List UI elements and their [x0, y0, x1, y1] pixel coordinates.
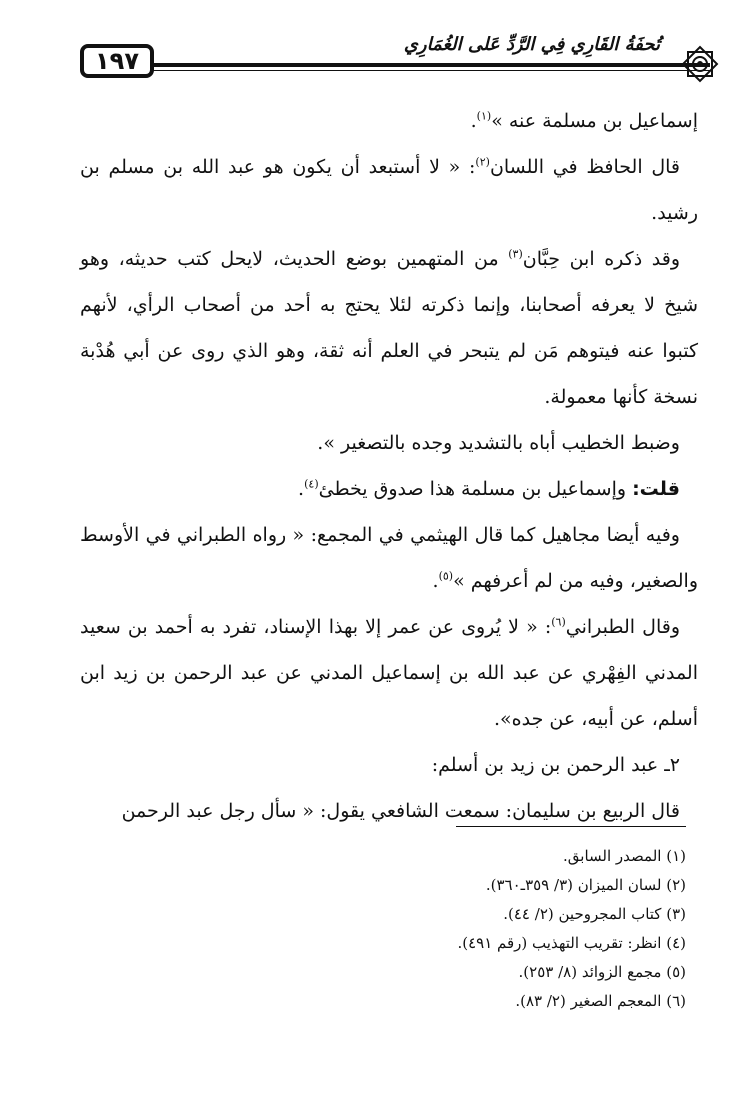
footnotes — [300, 842, 686, 1016]
footnote-ref-2: (٢) — [475, 155, 490, 169]
footnote-ref-4: (٤) — [304, 477, 319, 491]
paragraph-3 — [80, 236, 698, 420]
paragraph-5-end: . — [298, 478, 305, 500]
paragraph-4-text: وضبط الخطيب أباه بالتشديد وجده بالتصغير ». — [317, 432, 680, 454]
header-rule — [150, 63, 710, 67]
paragraph-6-text: وفيه أيضا مجاهيل كما قال الهيثمي في المجمع: « رواه الطبراني في الأوسط والصغير، وفيه من لم أعرفهم » — [80, 524, 698, 592]
paragraph-3-text: وقد ذكره ابن حِبَّان — [522, 248, 680, 270]
paragraph-9 — [80, 788, 698, 834]
qultu-label: قلت: — [632, 478, 680, 500]
page-number-box — [80, 44, 154, 78]
paragraph-7-text: وقال الطبراني — [565, 616, 680, 638]
section-heading — [80, 742, 698, 788]
paragraph-4 — [80, 420, 698, 466]
paragraph-6-end: . — [432, 570, 439, 592]
paragraph-5-text: وإسماعيل بن مسلمة هذا صدوق يخطئ — [318, 478, 633, 500]
paragraph-1 — [80, 98, 698, 144]
page-number: ١٩٧ — [95, 47, 139, 75]
paragraph-2-text: قال الحافظ في اللسان — [489, 156, 680, 178]
footnote-ref-6: (٦) — [551, 615, 566, 629]
paragraph-7-rest: : « لا يُروى عن عمر إلا بهذا الإسناد، تفرد به أحمد بن سعيد المدني الفِهْري عن عبد الله بن إسماعيل المدني عن عبد الرحمن بن زيد ابن أسلم، عن أبيه، عن جده». — [80, 616, 698, 730]
paragraph-2 — [80, 144, 698, 236]
footnote-5: (٥) مجمع الزوائد (٨/ ٢٥٣). — [518, 963, 686, 981]
footnote-separator — [456, 826, 686, 827]
paragraph-1-text: إسماعيل بن مسلمة عنه » — [491, 110, 698, 132]
paragraph-5 — [80, 466, 698, 512]
footnote-1: (١) المصدر السابق. — [563, 847, 686, 865]
book-title: تُحفَةُ القَارِي فِي الرَّدِّ عَلى الغُمَارِي — [398, 34, 666, 55]
star-ornament-icon — [678, 42, 722, 86]
paragraph-2-rest: : « لا أستبعد أن يكون هو عبد الله بن مسلم بن رشيد. — [80, 156, 698, 224]
paragraph-9-text: قال الربيع بن سليمان: سمعت الشافعي يقول: « سأل رجل عبد الرحمن — [121, 800, 680, 822]
paragraph-1-end: . — [470, 110, 477, 132]
footnote-ref-5: (٥) — [438, 569, 454, 583]
paragraph-3-rest: من المتهمين بوضع الحديث، لايحل كتب حديثه، وهو شيخ لا يعرفه أصحابنا، وإنما ذكرته لئلا يحتج به أحد من أصحاب الرأي، لأنهم كتبوا عنه فيتوهم مَن لم يتبحر في العلم أنه ثقة، وهو الذي روى عن أبي هُدْبة نسخة كأنها معمولة. — [80, 248, 698, 408]
footnote-6: (٦) المعجم الصغير (٢/ ٨٣). — [515, 992, 686, 1010]
footnote-ref-3: (٣) — [508, 247, 523, 261]
footnote-4: (٤) انظر: تقريب التهذيب (رقم ٤٩١). — [457, 934, 686, 952]
footnote-3: (٣) كتاب المجروحين (٢/ ٤٤). — [503, 905, 686, 923]
paragraph-7 — [80, 604, 698, 742]
paragraph-6 — [80, 512, 698, 604]
main-text — [80, 98, 698, 834]
page-header — [80, 34, 710, 94]
section-heading-text: ٢ـ عبد الرحمن بن زيد بن أسلم: — [431, 754, 680, 776]
footnote-2: (٢) لسان الميزان (٣/ ٣٥٩ـ٣٦٠). — [485, 876, 686, 894]
footnote-ref-1: (١) — [476, 109, 492, 123]
header-rule-thin — [150, 70, 710, 71]
